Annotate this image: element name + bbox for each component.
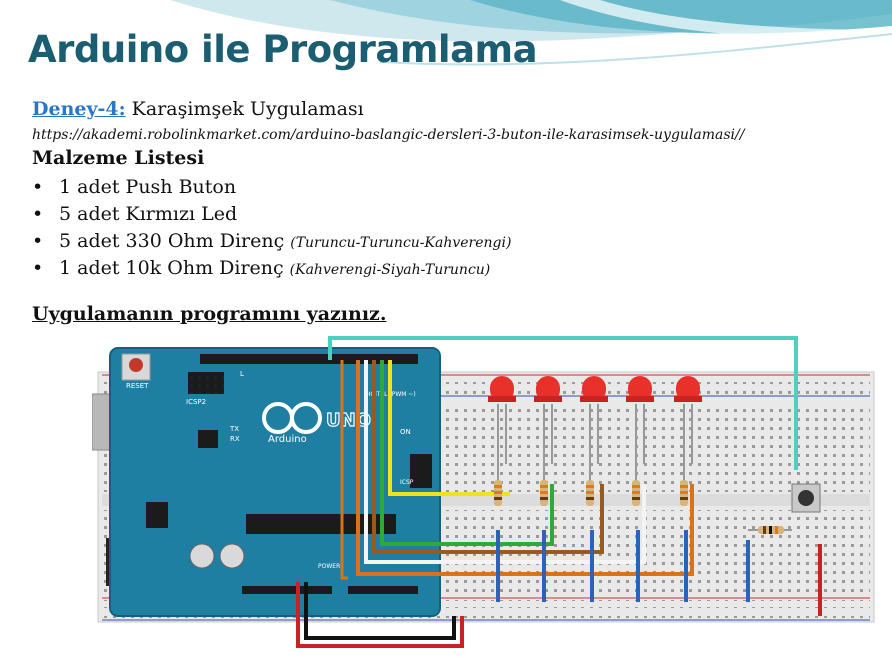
resistor-330-ohm (680, 480, 688, 506)
circuit-diagram (92, 334, 876, 662)
push-button (792, 484, 820, 512)
material-note: (Turuncu-Turuncu-Kahverengi) (290, 235, 512, 251)
on-label: ON (400, 428, 411, 436)
bullet-icon: • (32, 257, 44, 279)
resistor-330-ohm (586, 480, 594, 506)
task-instruction: Uygulamanın programını yazınız. (32, 303, 387, 325)
experiment-name: Karaşimşek Uygulaması (125, 98, 364, 120)
icsp-label: ICSP (400, 479, 414, 486)
materials-list (32, 174, 511, 282)
resistor-330-ohm (494, 480, 502, 506)
power-label: POWER (318, 563, 341, 570)
digital-label: DIGITAL (PWM ~) (364, 391, 416, 398)
list-item (32, 174, 511, 201)
rx-label: RX (230, 435, 240, 443)
material-text: 1 adet Push Buton (59, 176, 237, 198)
reset-label: RESET (126, 382, 149, 390)
resistor-330-ohm (632, 480, 640, 506)
experiment-heading (32, 98, 364, 120)
list-item (32, 255, 511, 282)
material-text: 1 adet 10k Ohm Direnç (59, 257, 284, 279)
materials-heading: Malzeme Listesi (32, 147, 205, 169)
list-item (32, 228, 511, 255)
l-label: L (240, 370, 244, 378)
experiment-link[interactable]: Deney-4: (32, 98, 126, 120)
material-note: (Kahverengi-Siyah-Turuncu) (289, 262, 491, 278)
list-item (32, 201, 511, 228)
source-url: https://akademi.robolinkmarket.com/arduino-baslangic-dersleri-3-buton-ile-karasimsek-uygulamasi// (32, 127, 745, 143)
tx-label: TX (230, 425, 240, 433)
material-text: 5 adet Kırmızı Led (59, 203, 238, 225)
bullet-icon: • (32, 230, 44, 252)
slide-title: Arduino ile Programlama (28, 28, 538, 71)
material-text: 5 adet 330 Ohm Direnç (59, 230, 285, 252)
icsp2-label: ICSP2 (186, 398, 207, 406)
uno-logo: UNO (326, 410, 371, 431)
resistor-330-ohm (540, 480, 548, 506)
bullet-icon: • (32, 203, 44, 225)
board-brand: Arduino (268, 434, 307, 445)
bullet-icon: • (32, 176, 44, 198)
